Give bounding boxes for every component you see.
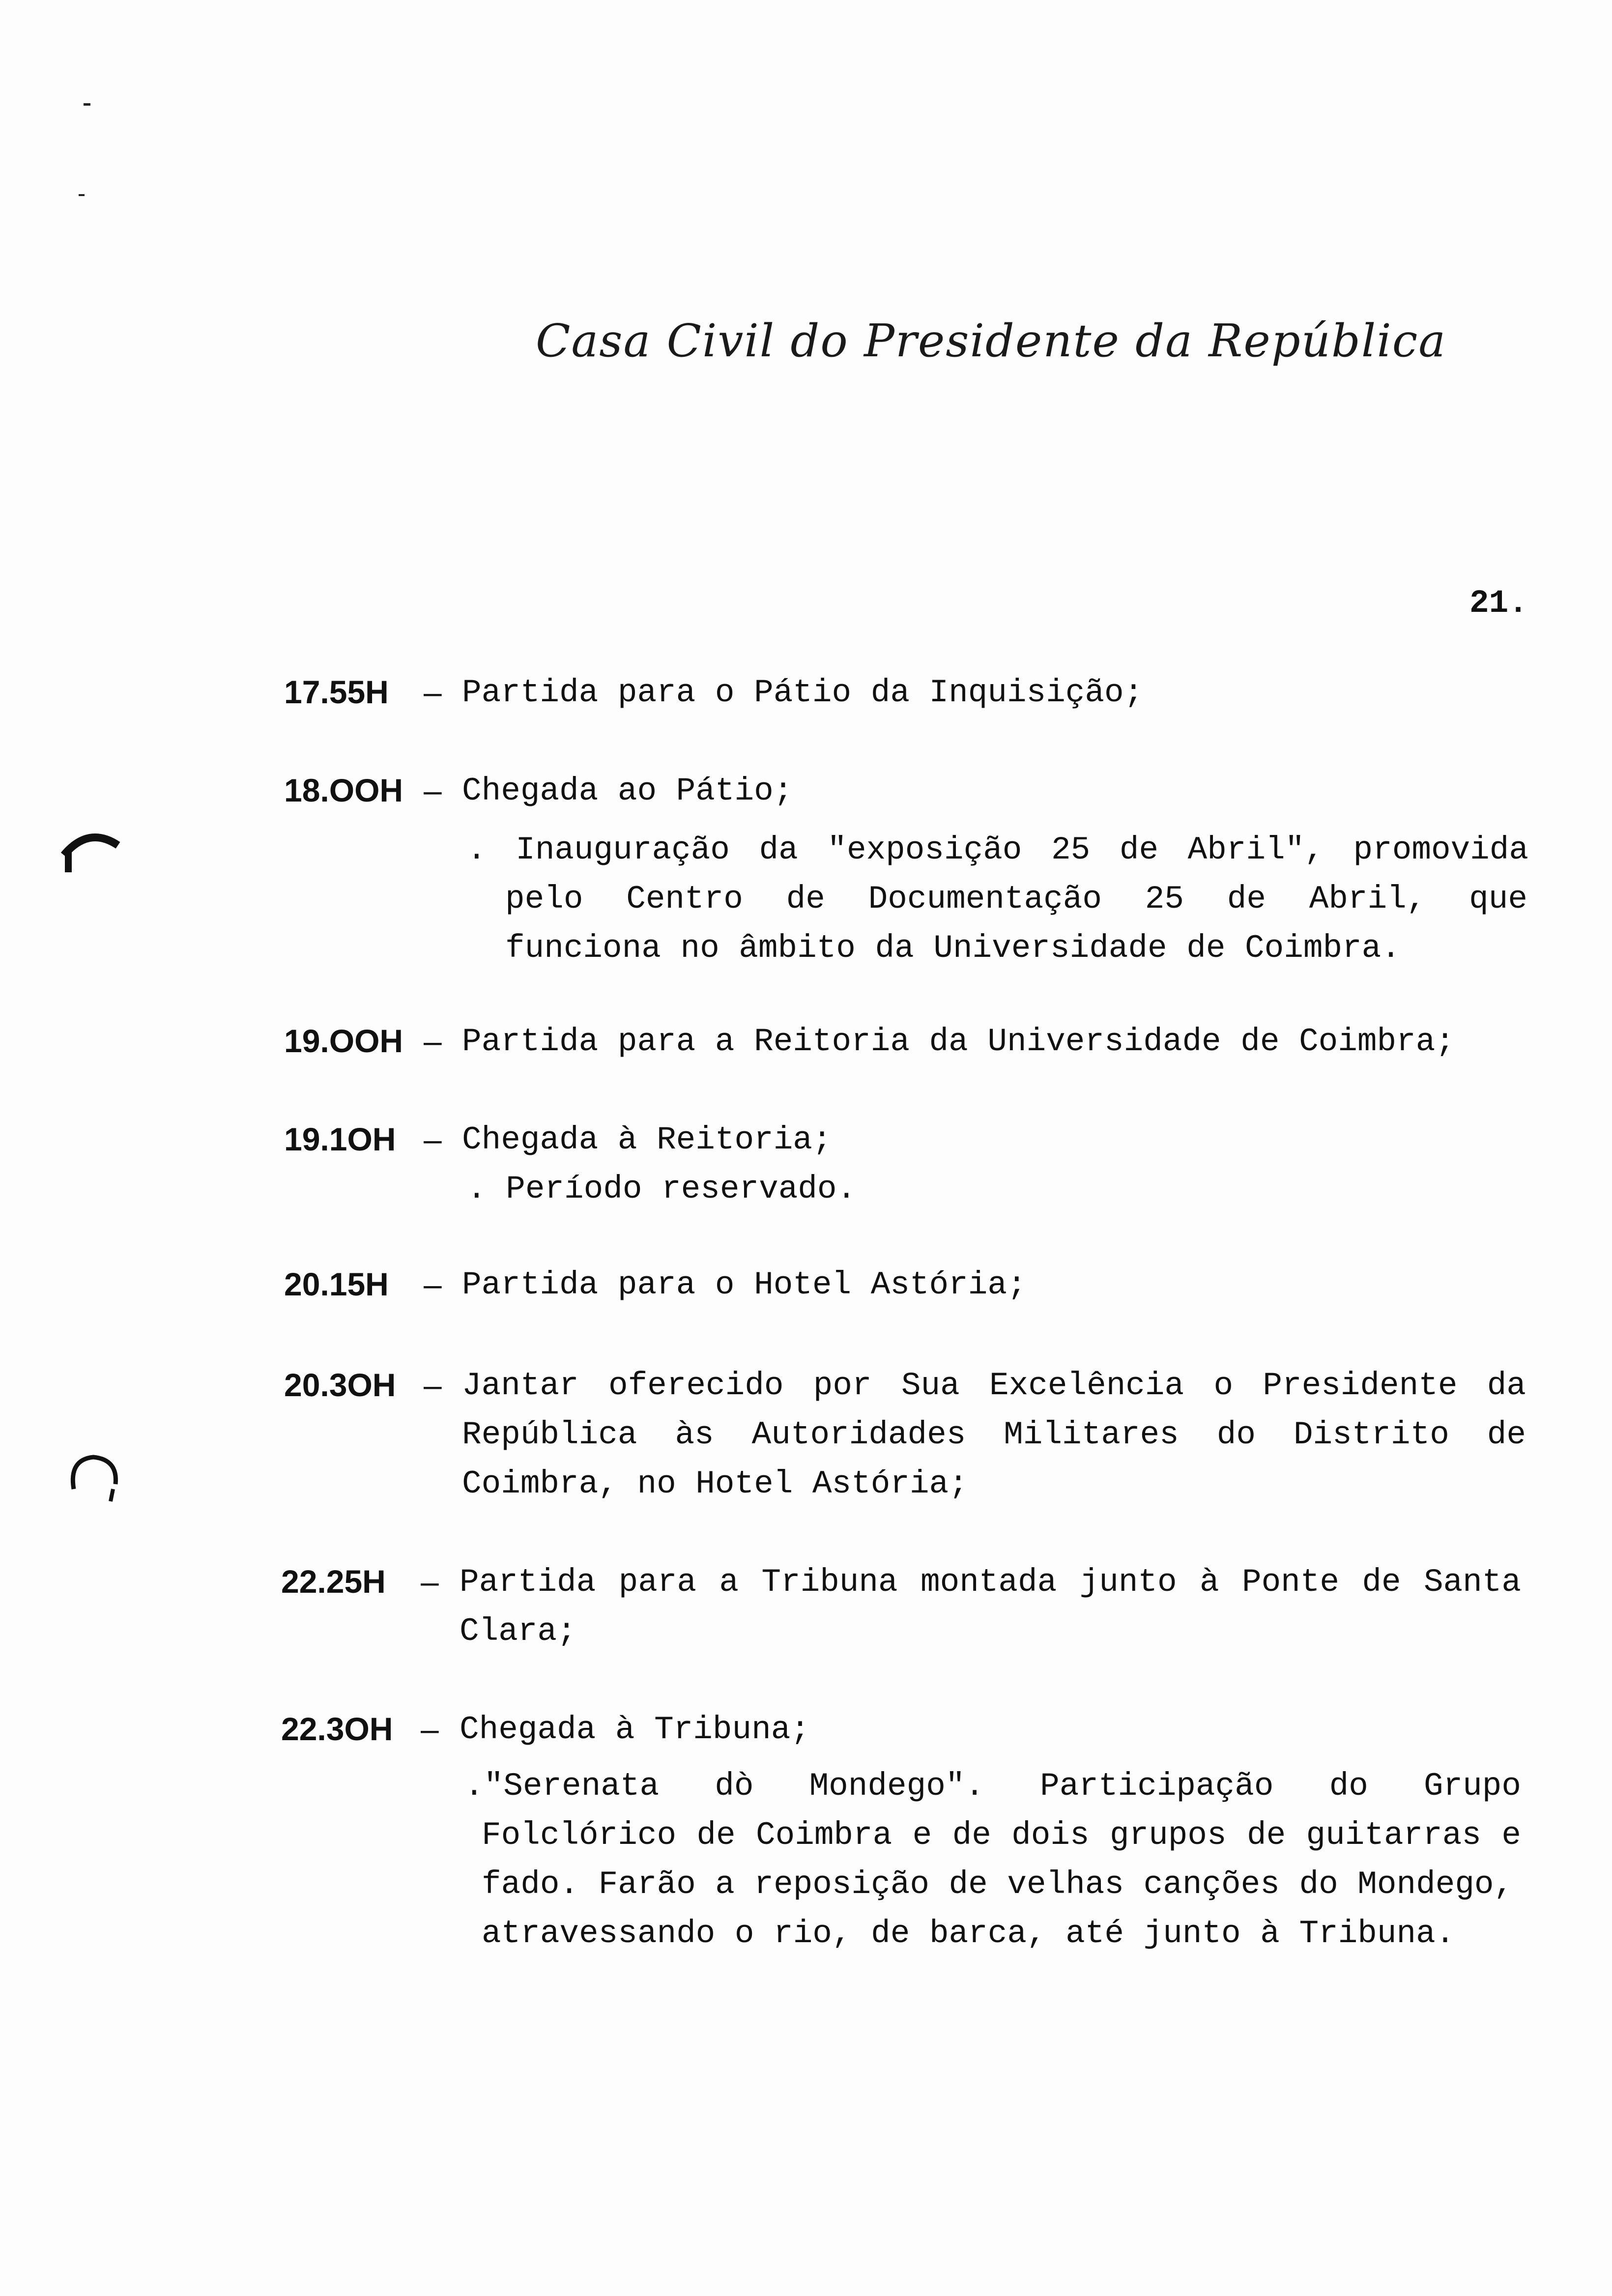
entry-text: Chegada ao Pátio; (462, 773, 793, 809)
entry-line: Coimbra, no Hotel Astória; (462, 1465, 968, 1502)
entry-detail-line: Folclórico de Coimbra e de dois grupos de guitarras e (482, 1817, 1521, 1854)
punch-hole-ring-icon (64, 1450, 123, 1509)
entry-time: 18.OOH (284, 772, 403, 808)
entry-dash: – (421, 1563, 439, 1600)
entry-time: 20.3OH (284, 1367, 396, 1403)
entry-text: Chegada à Tribuna; (460, 1711, 810, 1748)
entry-time: 19.1OH (284, 1121, 396, 1157)
entry-detail-line: pelo Centro de Documentação 25 de Abril, que (505, 881, 1527, 918)
entry-line: Partida para a Tribuna montada junto à Ponte de Santa (460, 1564, 1521, 1601)
entry-text: Partida para a Reitoria da Universidade de Coimbra; (462, 1023, 1455, 1060)
entry-time: 22.3OH (281, 1711, 393, 1747)
punch-hole-mark-icon (59, 826, 138, 875)
entry-dash: – (424, 1023, 442, 1059)
entry-detail-line: atravessando o rio, de barca, até junto à Tribuna. (482, 1915, 1455, 1952)
entry-text: Partida para o Pátio da Inquisição; (462, 674, 1144, 711)
entry-text: Partida para o Hotel Astória; (462, 1266, 1027, 1303)
page-number: 21. (1469, 585, 1528, 622)
entry-time: 20.15H (284, 1266, 389, 1302)
scan-mark (84, 103, 90, 106)
entry-dash: – (424, 1121, 442, 1157)
entry-time: 17.55H (284, 674, 389, 710)
entry-text: Chegada à Reitoria; (462, 1121, 832, 1158)
entry-detail-line: fado. Farão a reposição de velhas canções do Mondego, (482, 1866, 1514, 1903)
entry-time: 22.25H (281, 1563, 386, 1600)
entry-dash: – (421, 1711, 439, 1747)
letterhead: Casa Civil do Presidente da República (536, 315, 1447, 367)
entry-line: Clara; (460, 1613, 576, 1650)
entry-line: Jantar oferecido por Sua Excelência o Presidente da (462, 1367, 1526, 1404)
entry-dash: – (424, 1266, 442, 1302)
entry-detail-line: . Período reservado. (467, 1171, 857, 1207)
entry-dash: – (424, 674, 442, 710)
entry-time: 19.OOH (284, 1023, 403, 1059)
entry-detail-line: ."Serenata dò Mondego". Participação do Grupo (464, 1768, 1521, 1805)
entry-line: República às Autoridades Militares do Distrito de (462, 1416, 1526, 1453)
entry-detail-line: . Inauguração da "exposição 25 de Abril", promovida (467, 832, 1528, 868)
scan-mark (79, 194, 85, 196)
entry-dash: – (424, 1367, 442, 1403)
entry-dash: – (424, 772, 442, 808)
entry-detail-line: funciona no âmbito da Universidade de Coimbra. (505, 930, 1401, 967)
